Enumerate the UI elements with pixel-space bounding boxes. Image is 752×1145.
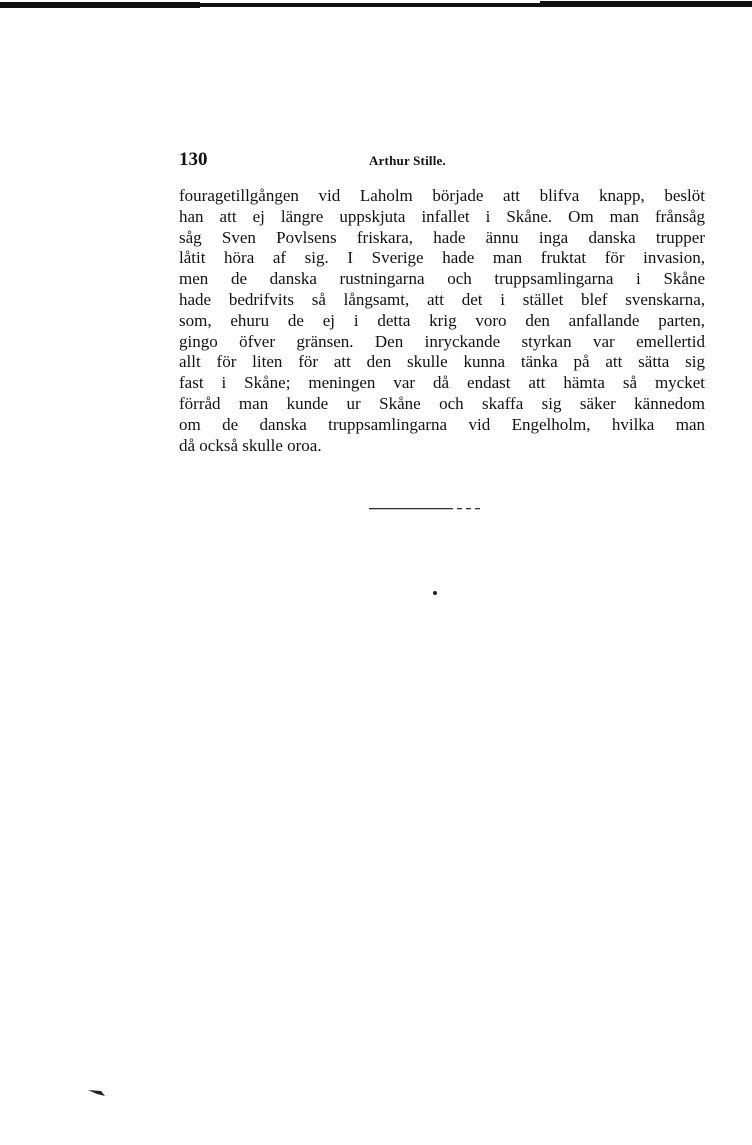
text-line: men de danska rustningarna och truppsamlingarna i Skåne — [179, 269, 705, 289]
text-line: allt för liten för att den skulle kunna tänka på att sätta sig — [179, 352, 705, 372]
top-border-rule — [0, 0, 752, 10]
text-line: hade bedrifvits så långsamt, att det i stället blef svenskarna, — [179, 289, 705, 309]
text-line: fast i Skåne; meningen var då endast att hämta så mycket — [179, 373, 705, 393]
running-head: Arthur Stille. — [369, 153, 446, 168]
section-divider — [369, 507, 484, 511]
text-line: gingo öfver gränsen. Den inryckande styrkan var emellertid — [179, 331, 705, 351]
text-line: då också skulle oroa. — [179, 435, 322, 455]
scan-mark — [87, 1088, 109, 1098]
text-line: som, ehuru de ej i detta krig voro den anfallande parten, — [179, 310, 705, 330]
page-header — [179, 150, 705, 172]
text-line: låtit höra af sig. I Sverige hade man fruktat för invasion, — [179, 248, 705, 268]
ink-speck — [433, 591, 437, 595]
text-line: om de danska truppsamlingarna vid Engelholm, hvilka man — [179, 414, 705, 434]
text-line: han att ej längre uppskjuta infallet i Skåne. Om man frånsåg — [179, 206, 705, 226]
page-number: 130 — [179, 149, 208, 170]
body-paragraph — [179, 186, 705, 456]
text-line: fouragetillgången vid Laholm började att blifva knapp, beslöt — [179, 186, 705, 205]
text-line: såg Sven Povlsens friskara, hade ännu inga danska trupper — [179, 227, 705, 247]
text-line: förråd man kunde ur Skåne och skaffa sig säker kännedom — [179, 393, 705, 413]
